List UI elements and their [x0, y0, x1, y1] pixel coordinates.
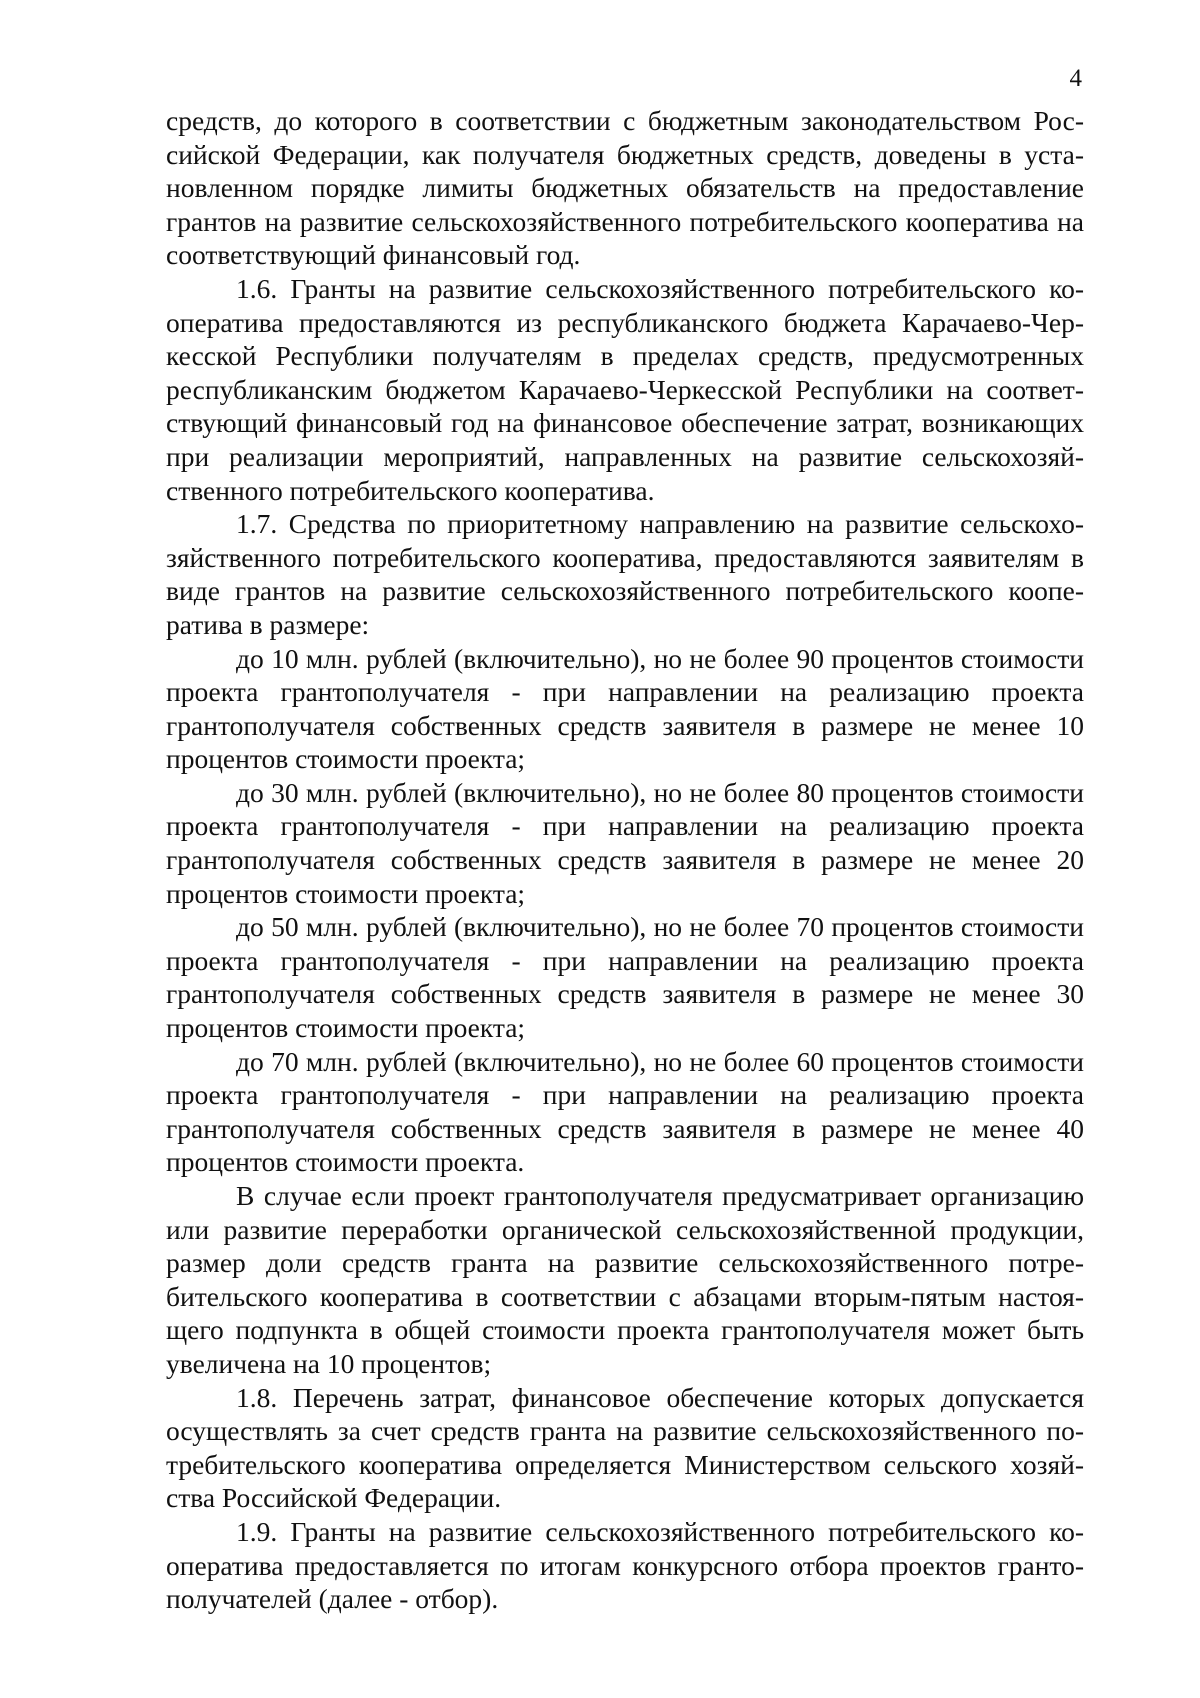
paragraph-1-6: 1.6. Гранты на развитие сельскохозяйственного потребительского кооператива предоставляются из республиканского бюджета Карачаево-Черкесской Республики получателям в пределах средств, предусмотренных республиканским бюджетом Карачаево-Черкесской Республики на соответствующий финансовый год на финансовое обеспечение затрат, возникающих при реализации мероприятий, направленных на развитие сельскохозяйственного потребительского кооператива. — [166, 272, 1084, 506]
paragraph-grant-tier-10: до 10 млн. рублей (включительно), но не более 90 процентов стоимости проекта грантополучателя - при направлении на реализацию проекта грантополучателя собственных средств заявителя в размере не менее 10 процентов стоимости проекта; — [166, 642, 1084, 775]
paragraph-organic-processing: В случае если проект грантополучателя предусматривает организацию или развитие переработки органической сельскохозяйственной продукции, размер доли средств гранта на развитие сельскохозяйственного потребительского кооператива в соответствии с абзацами вторым-пятым настоящего подпункта в общей стоимости проекта грантополучателя может быть увеличена на 10 процентов; — [166, 1180, 1084, 1379]
document-body — [166, 104, 1084, 1616]
paragraph-1-9: 1.9. Гранты на развитие сельскохозяйственного потребительского кооператива предоставляется по итогам конкурсного отбора проектов грантополучателей (далее - отбор). — [166, 1515, 1084, 1615]
paragraph-1-8: 1.8. Перечень затрат, финансовое обеспечение которых допускается осуществлять за счет средств гранта на развитие сельскохозяйственного потребительского кооператива определяется Министерством сельского хозяйства Российской Федерации. — [166, 1381, 1084, 1514]
paragraph-grant-tier-50: до 50 млн. рублей (включительно), но не более 70 процентов стоимости проекта грантополучателя - при направлении на реализацию проекта грантополучателя собственных средств заявителя в размере не менее 30 процентов стоимости проекта; — [166, 911, 1084, 1044]
paragraph-grant-tier-70: до 70 млн. рублей (включительно), но не более 60 процентов стоимости проекта грантополучателя - при направлении на реализацию проекта грантополучателя собственных средств заявителя в размере не менее 40 процентов стоимости проекта. — [166, 1045, 1084, 1178]
paragraph-1-7: 1.7. Средства по приоритетному направлению на развитие сельскохозяйственного потребительского кооператива, предоставляются заявителям в виде грантов на развитие сельскохозяйственного потребительского кооператива в размере: — [166, 508, 1084, 640]
page-number: 4 — [1069, 65, 1082, 92]
paragraph-grant-tier-30: до 30 млн. рублей (включительно), но не более 80 процентов стоимости проекта грантополучателя - при направлении на реализацию проекта грантополучателя собственных средств заявителя в размере не менее 20 процентов стоимости проекта; — [166, 776, 1084, 909]
paragraph-budget-limits-continued: средств, до которого в соответствии с бюджетным законодательством Российской Федерации, как получателя бюджетных средств, доведены в установленном порядке лимиты бюджетных обязательств на предоставление грантов на развитие сельскохозяйственного потребительского кооператива на соответствующий финансовый год. — [166, 105, 1084, 271]
